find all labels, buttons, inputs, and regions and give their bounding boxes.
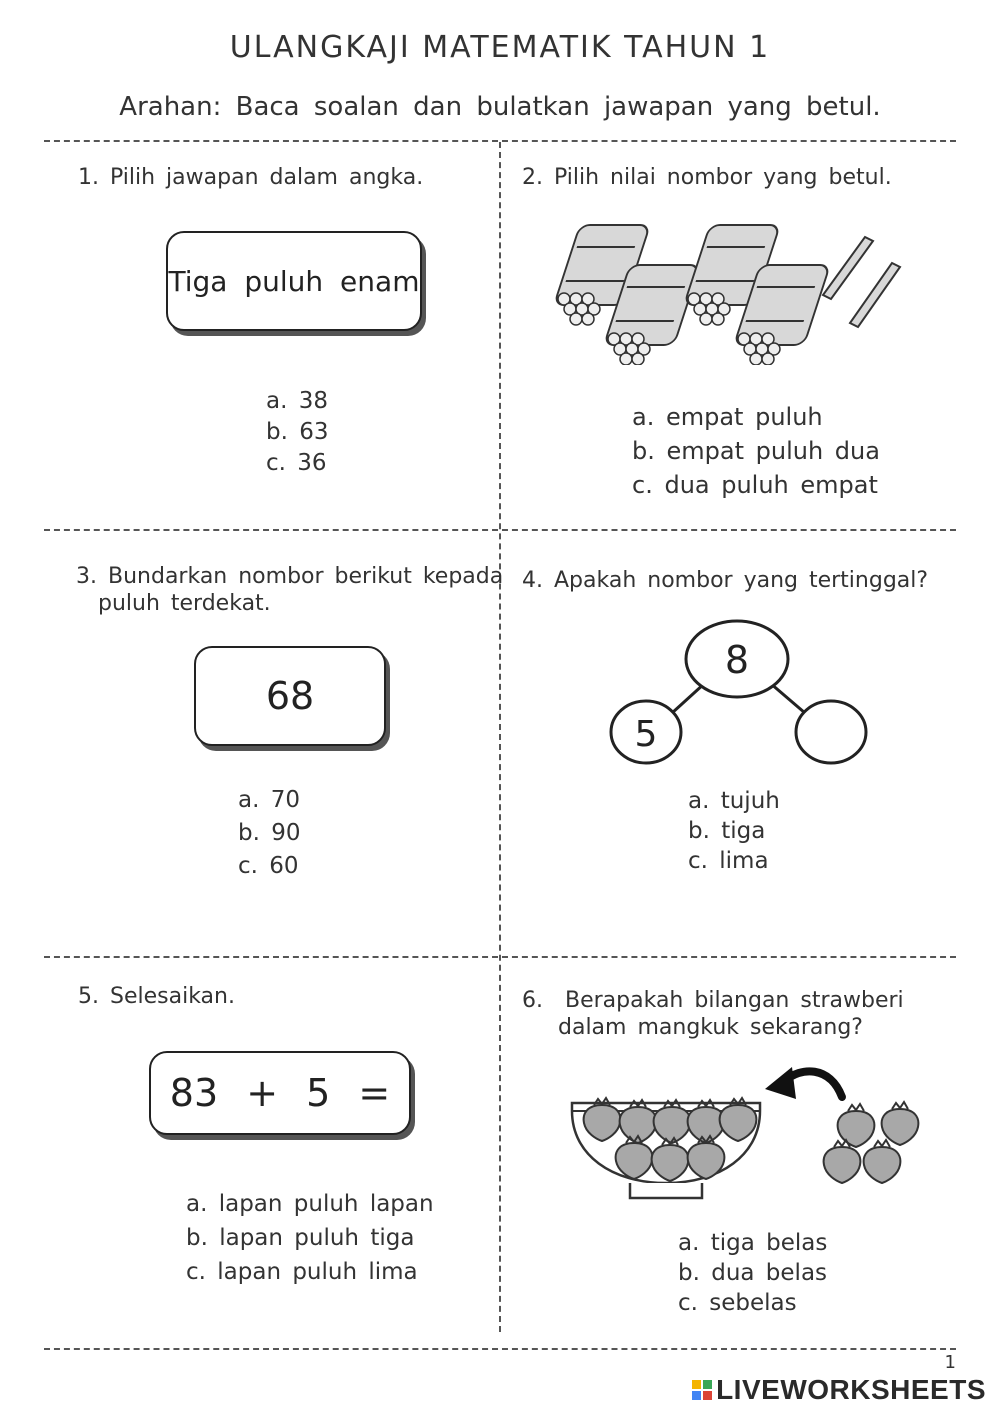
number-bond-diagram — [600, 615, 880, 775]
option-a[interactable]: a. tujuh — [688, 788, 780, 814]
option-b[interactable]: b. tiga — [688, 818, 766, 844]
question-1-options — [266, 386, 329, 479]
liveworksheets-logo — [692, 1374, 986, 1406]
sticks-bundles-image — [540, 215, 910, 365]
page-number: 1 — [944, 1352, 956, 1373]
option-a[interactable]: a. tiga belas — [678, 1230, 828, 1256]
option-b[interactable]: b. 63 — [266, 419, 329, 445]
option-c[interactable]: c. sebelas — [678, 1290, 797, 1316]
option-b[interactable]: b. lapan puluh tiga — [186, 1225, 415, 1251]
question-3-options — [238, 784, 301, 883]
question-5-options — [186, 1187, 434, 1289]
single-sticks — [823, 237, 900, 327]
option-b[interactable]: b. 90 — [238, 820, 301, 846]
option-c[interactable]: c. 36 — [266, 450, 327, 476]
divider-vertical — [499, 142, 501, 1332]
option-c[interactable]: c. lima — [688, 848, 769, 874]
question-5: 5. Selesaikan. — [78, 984, 235, 1009]
option-a[interactable]: a. 70 — [238, 787, 300, 813]
question-3-number-box: 68 — [194, 646, 386, 746]
question-2: 2. Pilih nilai nombor yang betul. — [522, 165, 892, 190]
strawberry-bowl-image — [560, 1055, 930, 1205]
question-3: 3. Bundarkan nombor berikut kepada puluh terdekat. — [76, 564, 504, 616]
option-c[interactable]: c. dua puluh empat — [632, 471, 878, 499]
question-2-options — [632, 400, 880, 502]
divider-bottom — [44, 1348, 956, 1350]
worksheet-title: ULANGKAJI MATEMATIK TAHUN 1 — [229, 30, 771, 65]
option-c[interactable]: c. lapan puluh lima — [186, 1259, 418, 1285]
question-5-equation-box: 83 + 5 = — [149, 1051, 411, 1135]
option-a[interactable]: a. 38 — [266, 388, 328, 414]
part-right-circle — [796, 701, 866, 763]
strawberries-outside — [824, 1102, 919, 1183]
logo-icon — [692, 1380, 712, 1400]
question-1-number-words-box: Tiga puluh enam — [166, 231, 422, 331]
question-4-options — [688, 786, 780, 876]
whole-value: 8 — [724, 638, 750, 682]
option-a[interactable]: a. lapan puluh lapan — [186, 1191, 434, 1217]
question-1: 1. Pilih jawapan dalam angka. — [78, 165, 424, 190]
instruction-text: Arahan: Baca soalan dan bulatkan jawapan yang betul. — [119, 92, 881, 122]
question-4: 4. Apakah nombor yang tertinggal? — [522, 568, 929, 593]
option-a[interactable]: a. empat puluh — [632, 403, 823, 431]
option-c[interactable]: c. 60 — [238, 853, 299, 879]
whole-circle — [686, 621, 788, 697]
question-6-options — [678, 1228, 827, 1318]
question-6: 6. Berapakah bilangan strawberi dalam mangkuk sekarang? — [522, 988, 904, 1040]
part-left-value: 5 — [634, 714, 658, 755]
option-b[interactable]: b. empat puluh dua — [632, 437, 880, 465]
part-left-circle — [611, 701, 681, 763]
option-b[interactable]: b. dua belas — [678, 1260, 828, 1286]
logo-text: LIVEWORKSHEETS — [716, 1374, 986, 1405]
